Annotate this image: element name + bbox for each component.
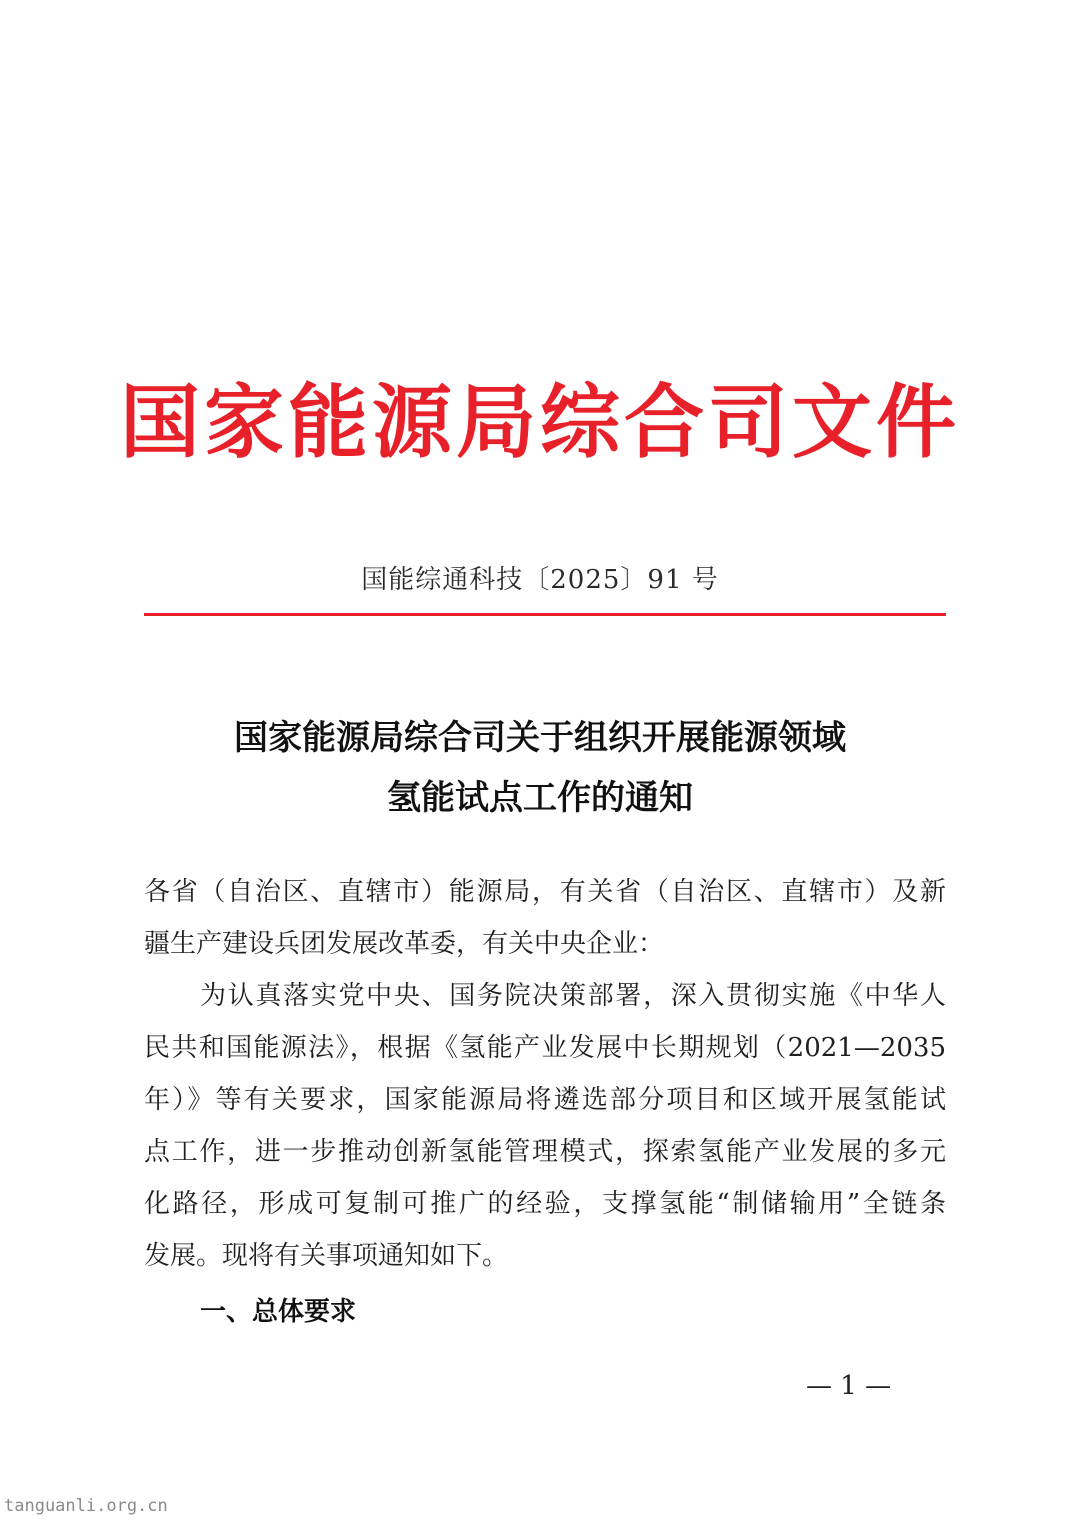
paragraph-line-6: 发展。现将有关事项通知如下。 — [144, 1241, 509, 1271]
paragraph-line-3: 年）》等有关要求，国家能源局将遴选部分项目和区域开展氢能试 — [144, 1085, 946, 1115]
page-number: — 1 — — [806, 1371, 892, 1401]
recipients-line-2: 疆生产建设兵团发展改革委，有关中央企业： — [144, 929, 665, 959]
recipients-line-1: 各省（自治区、直辖市）能源局，有关省（自治区、直辖市）及新 — [144, 877, 946, 907]
paragraph-line-1: 为认真落实党中央、国务院决策部署，深入贯彻实施《中华人 — [200, 981, 946, 1011]
watermark-text: tanguanli.org.cn — [4, 1496, 168, 1516]
document-title-line-2: 氢能试点工作的通知 — [387, 778, 693, 818]
document-body — [144, 866, 946, 1282]
paragraph-line-5: 化路径，形成可复制可推广的经验，支撑氢能“制储输用”全链条 — [144, 1189, 946, 1219]
section-heading: 一、总体要求 — [200, 1297, 357, 1327]
document-number: 国能综通科技〔2025〕91 号 — [361, 565, 719, 595]
issuer-red-header: 国家能源局综合司文件 — [120, 375, 960, 469]
paragraph-line-2: 民共和国能源法》，根据《氢能产业发展中长期规划（2021—2035 — [144, 1033, 946, 1063]
paragraph-line-4: 点工作，进一步推动创新氢能管理模式，探索氢能产业发展的多元 — [144, 1137, 946, 1167]
document-title — [0, 708, 1080, 828]
document-title-line-1: 国家能源局综合司关于组织开展能源领域 — [234, 718, 846, 758]
red-divider-rule — [144, 613, 946, 616]
